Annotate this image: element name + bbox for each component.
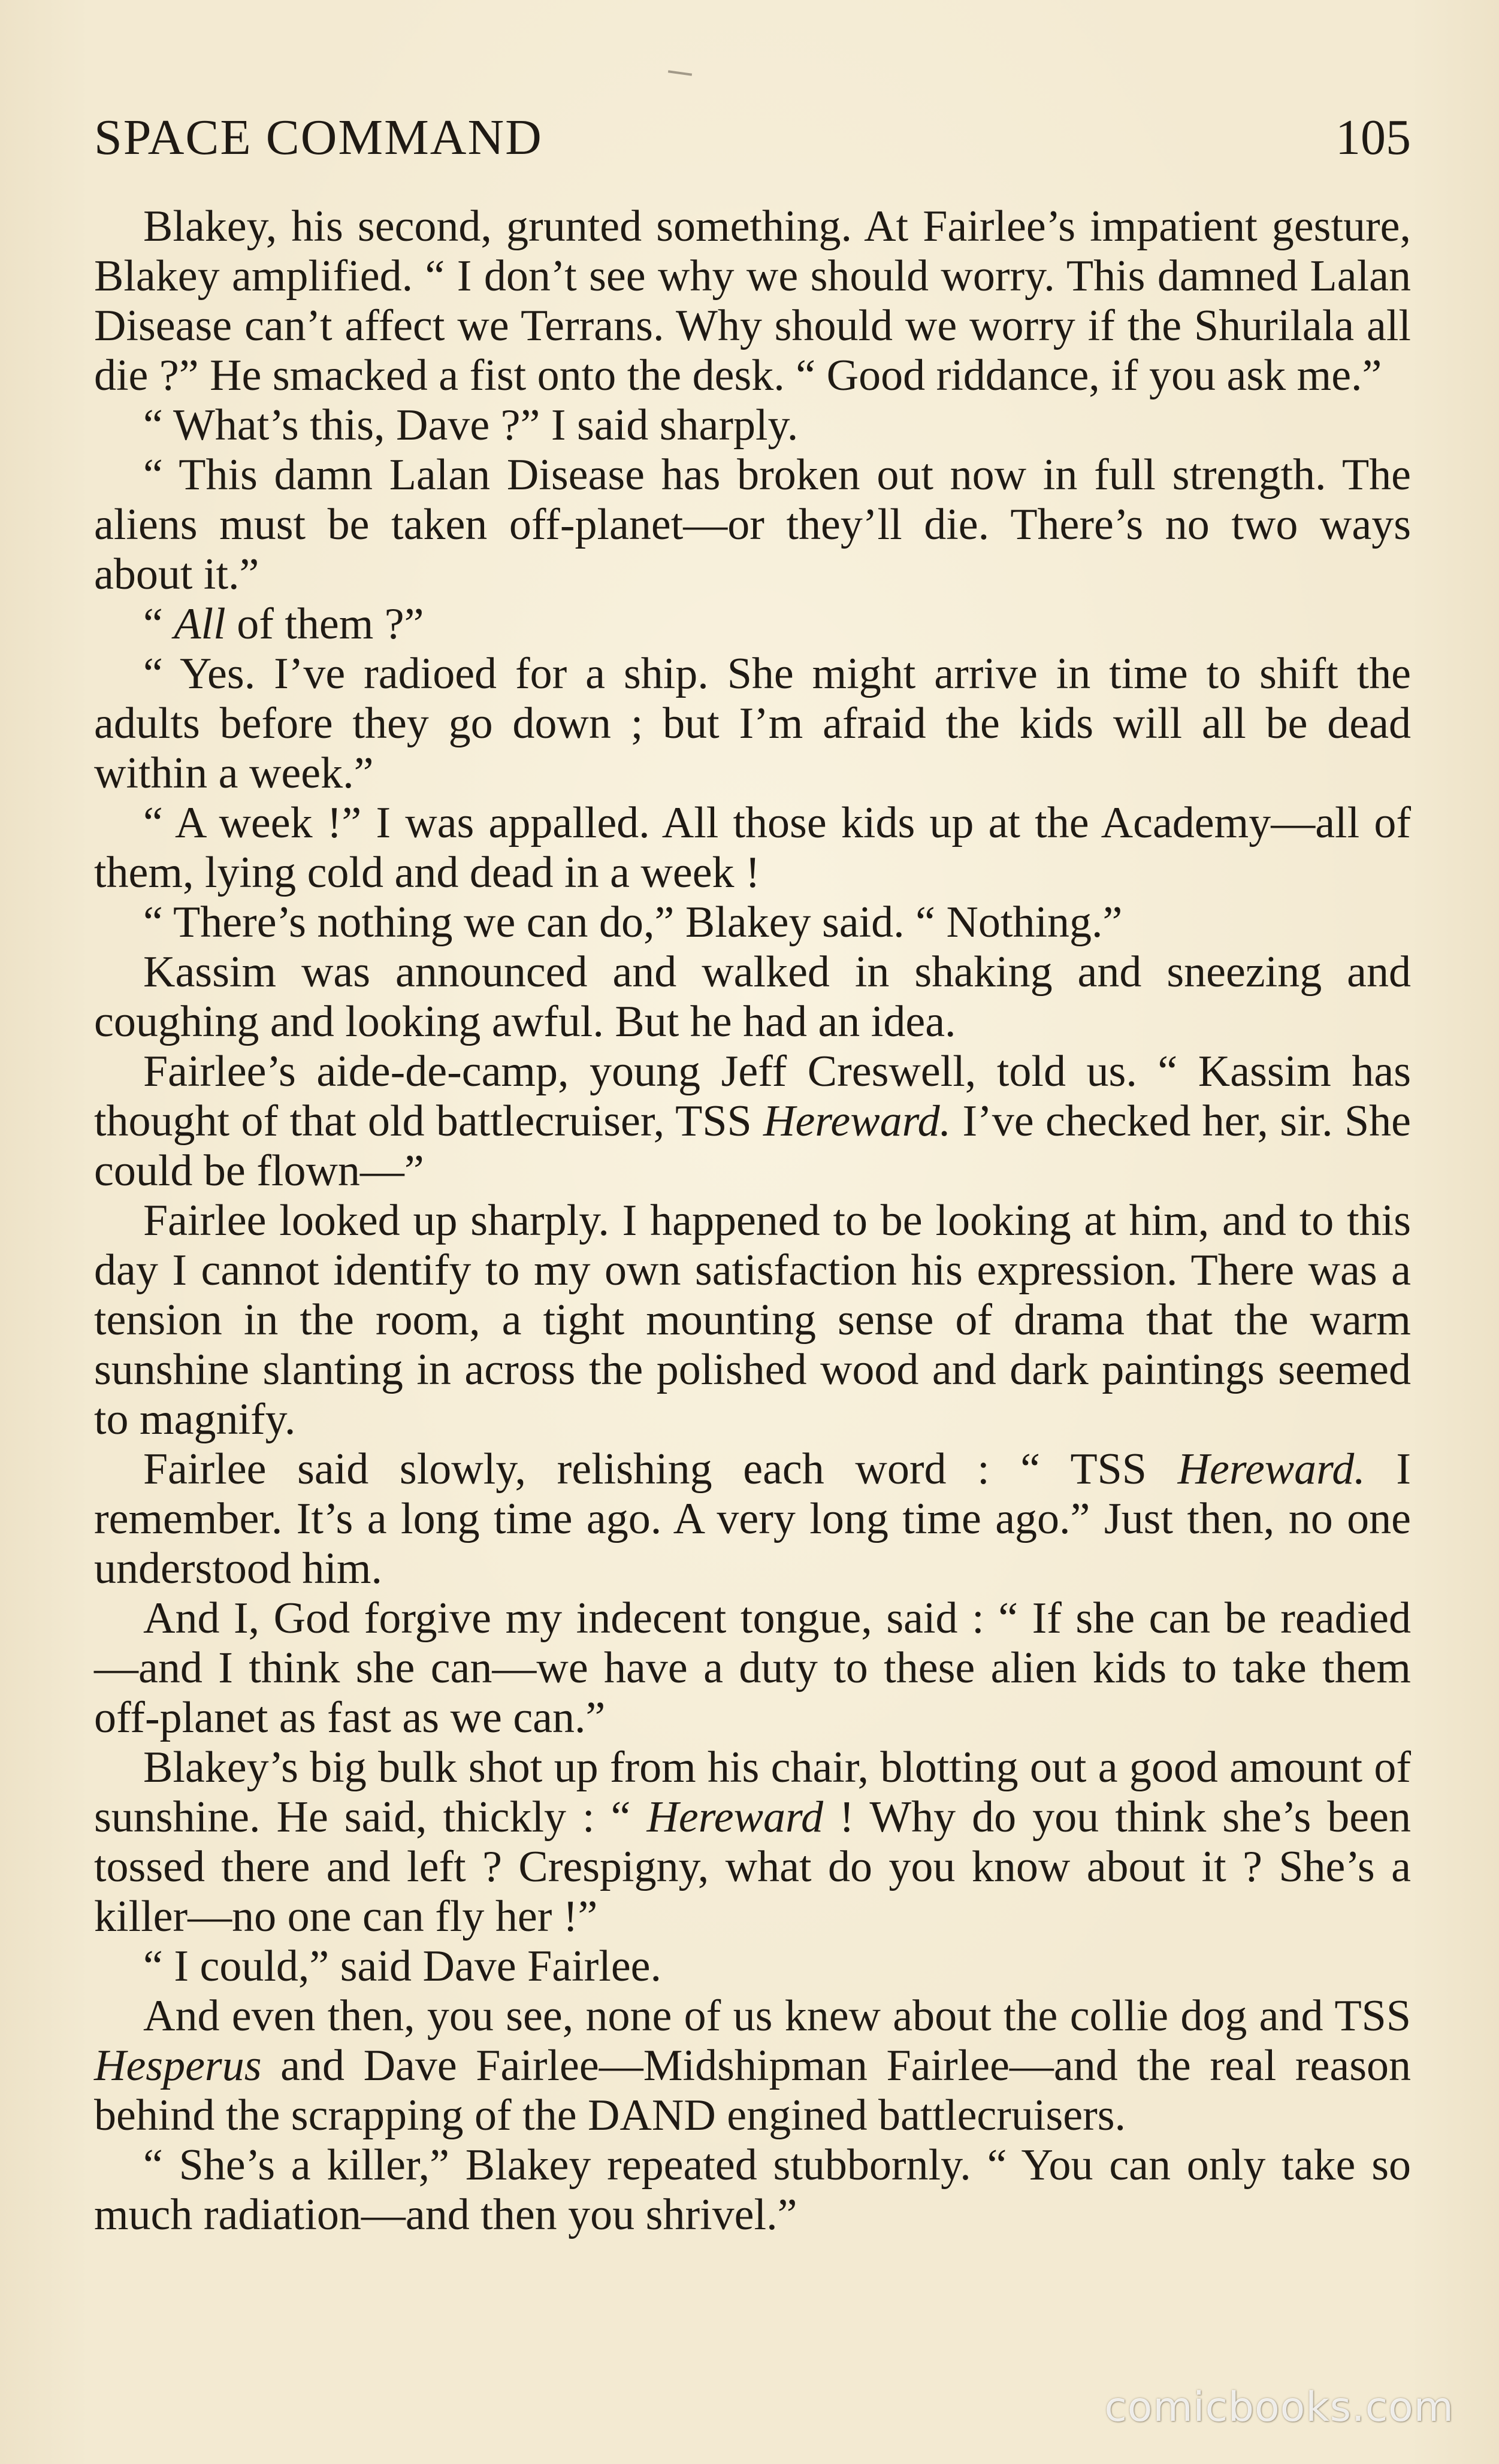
paragraph [94, 1196, 1411, 1445]
paragraph [94, 1743, 1411, 1942]
paragraph [94, 401, 1411, 450]
paragraph-text: ! Why do you think she’s been tossed there and left ? Crespigny, what do you know about it ? She’s a killer—no one can fly her !” [94, 1793, 1411, 1941]
paragraph-text: “ This damn Lalan Disease has broken out now in full strength. The aliens must be taken off-planet—or they’ll die. There’s no two ways about it.” [94, 450, 1411, 599]
paragraph-text: And I, God forgive my indecent tongue, said : “ If she can be readied—and I think she can—we have a duty to these alien kids to take them off-planet as fast as we can.” [94, 1594, 1411, 1742]
paragraph-text: I’ve checked her, sir. She could be flown—” [94, 1097, 1412, 1195]
italic-text: Hereward. [1177, 1445, 1365, 1494]
paragraph [94, 798, 1411, 898]
italic-text: Hesperus [94, 2041, 262, 2090]
print-mark [668, 70, 692, 76]
body-text [94, 202, 1411, 2240]
paragraph-text: “ A week !” I was appalled. All those kids up at the Academy—all of them, lying cold and dead in a week ! [94, 798, 1411, 897]
paragraph [94, 600, 1411, 649]
paragraph-text: “ She’s a killer,” Blakey repeated stubbornly. “ You can only take so much radiation—and then you shrivel.” [94, 2141, 1411, 2239]
watermark: comicbooks.com [1104, 2384, 1454, 2431]
page-header [94, 105, 1411, 171]
paragraph-text: “ There’s nothing we can do,” Blakey said. “ Nothing.” [143, 898, 1123, 947]
italic-text: Hereward [646, 1793, 824, 1842]
page-number: 105 [1335, 110, 1411, 165]
paragraph-text: Blakey, his second, grunted something. At Fairlee’s impatient gesture, Blakey amplified. “ I don’t see why we should worry. This damned Lalan Disease can’t affect we Terrans. Why should we worry if the Shurilala all die ?” He smacked a fist onto the desk. “ Good riddance, if you ask me.” [94, 202, 1411, 400]
paragraph-text: and Dave Fairlee—Midshipman Fairlee—and the real reason behind the scrapping of the DAND engined battlecruisers. [94, 2041, 1411, 2140]
paragraph-text: Fairlee looked up sharply. I happened to be looking at him, and to this day I cannot identify to my own satisfaction his expression. There was a tension in the room, a tight mounting sense of drama that the warm sunshine slanting in across the polished wood and dark paintings seemed to magnify. [94, 1196, 1411, 1444]
paragraph-text: I remember. It’s a long time ago. A very long time ago.” Just then, no one understood him. [94, 1445, 1411, 1593]
paragraph-text: “ What’s this, Dave ?” I said sharply. [143, 401, 799, 450]
paragraph-text: Blakey’s big bulk shot up from his chair, blotting out a good amount of sunshine. He said, thickly : “ [94, 1743, 1411, 1842]
paragraph-text: Fairlee said slowly, relishing each word : “ TSS [143, 1445, 1178, 1494]
running-head: SPACE COMMAND [94, 110, 543, 165]
italic-text: All [174, 600, 226, 649]
paragraph-text: “ [143, 600, 174, 649]
paragraph [94, 1445, 1411, 1594]
italic-text: Hereward. [763, 1097, 951, 1146]
paragraph-text: And even then, you see, none of us knew about the collie dog and TSS [143, 1991, 1411, 2041]
paragraph [94, 649, 1411, 798]
paragraph [94, 1991, 1411, 2141]
paragraph [94, 202, 1411, 401]
paragraph [94, 898, 1411, 948]
paragraph-text: Fairlee’s aide-de-camp, young Jeff Creswell, told us. “ Kassim has thought of that old battlecruiser, TSS [94, 1047, 1411, 1146]
paragraph [94, 2141, 1411, 2240]
paragraph [94, 1047, 1411, 1196]
paragraph [94, 948, 1411, 1047]
paragraph-text: “ Yes. I’ve radioed for a ship. She might arrive in time to shift the adults before they go down ; but I’m afraid the kids will all be dead within a week.” [94, 649, 1411, 798]
paragraph [94, 1942, 1411, 1991]
paragraph [94, 1594, 1411, 1743]
paragraph [94, 450, 1411, 600]
paragraph-text: “ I could,” said Dave Fairlee. [143, 1942, 662, 1991]
paragraph-text: of them ?” [225, 600, 424, 649]
paragraph-text: Kassim was announced and walked in shaking and sneezing and coughing and looking awful. But he had an idea. [94, 948, 1411, 1046]
